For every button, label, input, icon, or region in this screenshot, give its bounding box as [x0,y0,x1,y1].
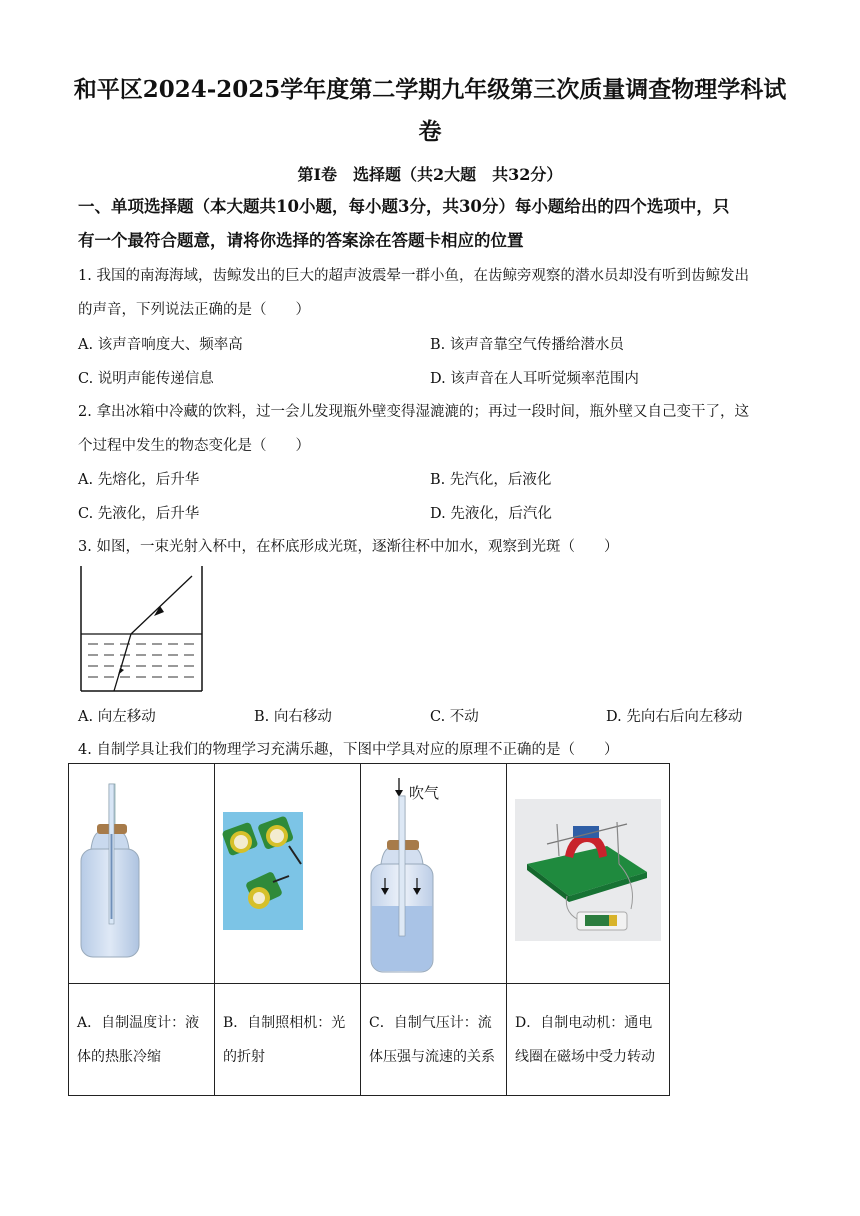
q1-option-c[interactable]: C. 说明声能传递信息 [78,371,214,387]
q4-option-a[interactable] [69,984,215,1096]
q4-option-c[interactable] [361,984,507,1096]
q4-figure-cell-a [69,764,215,984]
q4-option-a-text: A．自制温度计：液体的热胀冷缩 [77,1014,200,1065]
q3-option-d[interactable]: D. 先向右后向左移动 [606,709,743,725]
question-4-stem: 4. 自制学具让我们的物理学习充满乐趣，下图中学具对应的原理不正确的是（ ） [78,742,619,758]
q3-option-b[interactable]: B. 向右移动 [254,709,332,725]
q4-figure-cell-b [215,764,361,984]
blow-label: 吹气 [409,784,440,802]
q4-option-d[interactable] [507,984,670,1096]
q2-option-c[interactable]: C. 先液化，后升华 [78,506,200,522]
question-2-stem: 2. 拿出冰箱中冷藏的饮料，过一会儿发现瓶外壁变得湿漉漉的；再过一段时间，瓶外壁又自己变干了，这 [78,404,749,420]
section-heading: 一、单项选择题（本大题共10小题，每小题3分，共30分）每小题给出的四个选项中，只 [78,197,730,216]
cup-refraction-figure [76,564,208,694]
q4-option-b[interactable] [215,984,361,1096]
volume-heading: 第Ⅰ卷 选择题（共2大题 共32分） [297,165,563,184]
q4-option-b-text: B．自制照相机：光的折射 [223,1014,346,1065]
q4-options-table [68,763,670,1096]
section-heading-continued: 有一个最符合题意，请将你选择的答案涂在答题卡相应的位置 [78,231,524,250]
q1-option-d[interactable]: D. 该声音在人耳听觉频率范围内 [430,371,639,387]
question-2-stem-continued: 个过程中发生的物态变化是（ ） [78,438,310,454]
q2-option-a[interactable]: A. 先熔化，后升华 [78,472,200,488]
camera-tubes-figure [215,764,360,979]
question-3-stem: 3. 如图，一束光射入杯中，在杯底形成光斑，逐渐往杯中加水，观察到光斑（ ） [78,539,619,555]
q4-figure-cell-c [361,764,507,984]
q2-option-d[interactable]: D. 先液化，后汽化 [430,506,552,522]
q2-option-b[interactable]: B. 先汽化，后液化 [430,472,552,488]
q3-option-c[interactable]: C. 不动 [430,709,479,725]
q3-option-a[interactable]: A. 向左移动 [78,709,156,725]
page-title-continued: 卷 [418,118,442,145]
question-1-stem: 1. 我国的南海海域，齿鲸发出的巨大的超声波震晕一群小鱼，在齿鲸旁观察的潜水员却没有听到齿鲸发出 [78,268,749,284]
thermometer-bottle-figure [69,764,214,979]
q4-figure-cell-d [507,764,670,984]
motor-figure [507,764,669,979]
question-1-stem-continued: 的声音，下列说法正确的是（ ） [78,302,310,318]
q4-option-d-text: D．自制电动机：通电线圈在磁场中受力转动 [515,1014,655,1065]
q1-option-a[interactable]: A. 该声音响度大、频率高 [78,337,243,353]
q1-option-b[interactable]: B. 该声音靠空气传播给潜水员 [430,337,624,353]
q4-option-c-text: C．自制气压计：流体压强与流速的关系 [369,1014,495,1065]
page-title: 和平区2024-2025学年度第二学期九年级第三次质量调查物理学科试 [73,76,787,103]
